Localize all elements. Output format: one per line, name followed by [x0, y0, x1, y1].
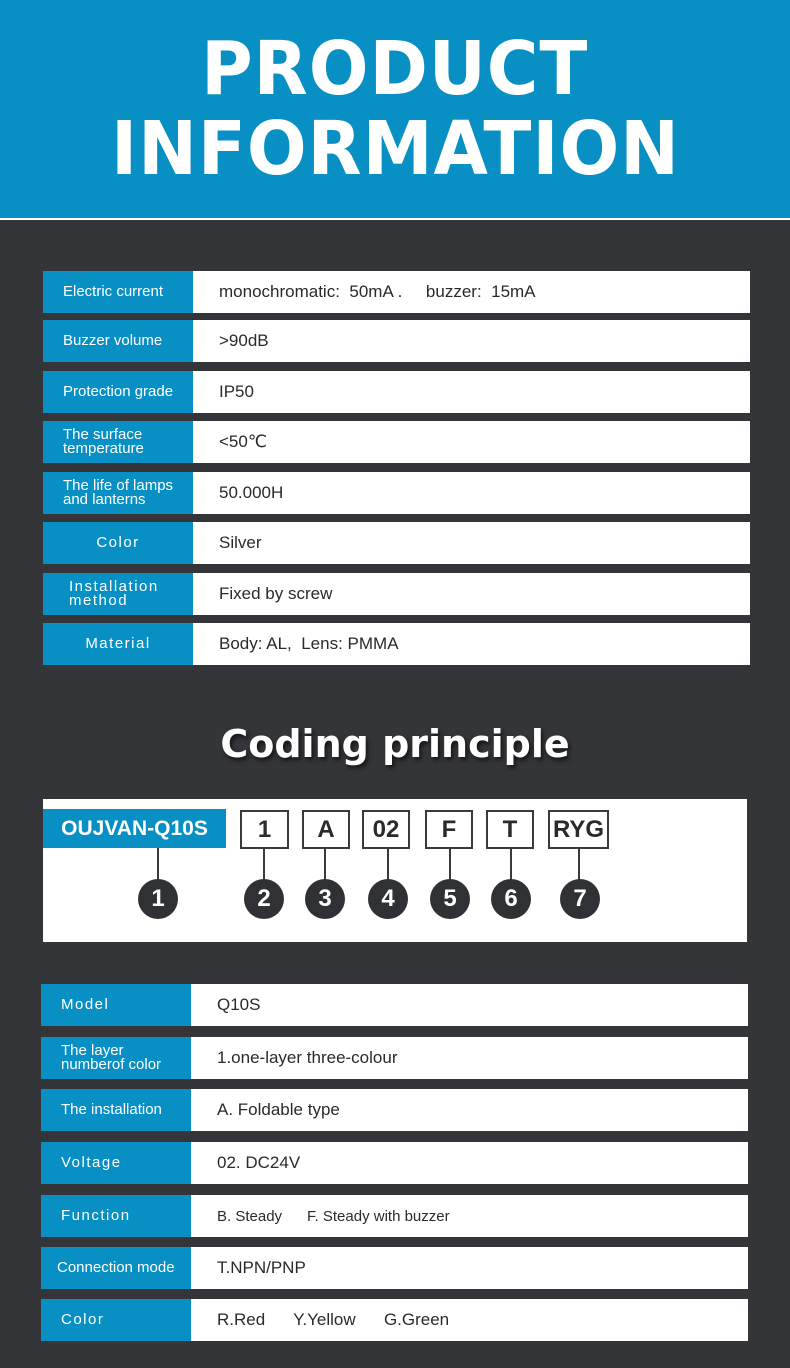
code-label: Color — [41, 1299, 191, 1341]
info-label: The surface temperature — [43, 421, 193, 463]
header-title-line-1: PRODUCT — [201, 26, 589, 112]
info-row-material — [43, 623, 750, 665]
code-box-5: T — [486, 810, 534, 849]
code-value: 02. DC24V — [191, 1142, 748, 1184]
info-label: Electric current — [43, 271, 193, 313]
code-box-1: 1 — [240, 810, 289, 849]
connector-line — [510, 849, 512, 880]
code-value: R.Red Y.Yellow G.Green — [191, 1299, 748, 1341]
connector-line — [263, 849, 265, 880]
info-value: Body: AL, Lens: PMMA — [193, 623, 750, 665]
info-label: Material — [43, 623, 193, 665]
info-value: monochromatic: 50mA . buzzer: 15mA — [193, 271, 750, 313]
info-label: Protection grade — [43, 371, 193, 413]
info-label: Buzzer volume — [43, 320, 193, 362]
info-label: Color — [43, 522, 193, 564]
info-row-electric-current — [43, 271, 750, 313]
connector-line — [324, 849, 326, 880]
header-banner — [0, 0, 790, 220]
info-row-protection-grade — [43, 371, 750, 413]
info-row-color — [43, 522, 750, 564]
info-row-buzzer-volume — [43, 320, 750, 362]
code-label: The installation — [41, 1089, 191, 1131]
code-number-2: 2 — [244, 879, 284, 919]
code-row-model — [41, 984, 748, 1026]
coding-diagram — [43, 799, 747, 942]
header-title-line-2: INFORMATION — [110, 106, 680, 192]
code-label: Connection mode — [41, 1247, 191, 1289]
code-box-4: F — [425, 810, 473, 849]
connector-line — [578, 849, 580, 880]
code-row-function — [41, 1195, 748, 1237]
connector-line — [157, 848, 159, 880]
code-row-connection-mode — [41, 1247, 748, 1289]
info-label: Installation method — [43, 573, 193, 615]
code-box-3: 02 — [362, 810, 410, 849]
code-number-6: 6 — [491, 879, 531, 919]
code-brand: OUJVAN-Q10S — [43, 809, 226, 848]
code-number-4: 4 — [368, 879, 408, 919]
code-label: Function — [41, 1195, 191, 1237]
code-box-2: A — [302, 810, 350, 849]
code-number-1: 1 — [138, 879, 178, 919]
code-label: Voltage — [41, 1142, 191, 1184]
code-number-5: 5 — [430, 879, 470, 919]
code-row-voltage — [41, 1142, 748, 1184]
info-value: >90dB — [193, 320, 750, 362]
code-value: A. Foldable type — [191, 1089, 748, 1131]
connector-line — [387, 849, 389, 880]
code-box-6: RYG — [548, 810, 609, 849]
code-label: The layer numberof color — [41, 1037, 191, 1079]
info-value: Silver — [193, 522, 750, 564]
code-number-7: 7 — [560, 879, 600, 919]
code-label: Model — [41, 984, 191, 1026]
code-value: B. Steady F. Steady with buzzer — [191, 1195, 748, 1237]
code-row-color — [41, 1299, 748, 1341]
connector-line — [449, 849, 451, 880]
info-row-lamp-life — [43, 472, 750, 514]
info-row-surface-temperature — [43, 421, 750, 463]
code-row-layer-color — [41, 1037, 748, 1079]
code-number-3: 3 — [305, 879, 345, 919]
code-value: 1.one-layer three-colour — [191, 1037, 748, 1079]
info-value: 50.000H — [193, 472, 750, 514]
code-row-installation — [41, 1089, 748, 1131]
coding-principle-title: Coding principle — [220, 722, 570, 766]
info-value: Fixed by screw — [193, 573, 750, 615]
code-value: Q10S — [191, 984, 748, 1026]
code-value: T.NPN/PNP — [191, 1247, 748, 1289]
info-value: IP50 — [193, 371, 750, 413]
info-value: <50℃ — [193, 421, 750, 463]
info-row-installation-method — [43, 573, 750, 615]
info-label: The life of lamps and lanterns — [43, 472, 193, 514]
